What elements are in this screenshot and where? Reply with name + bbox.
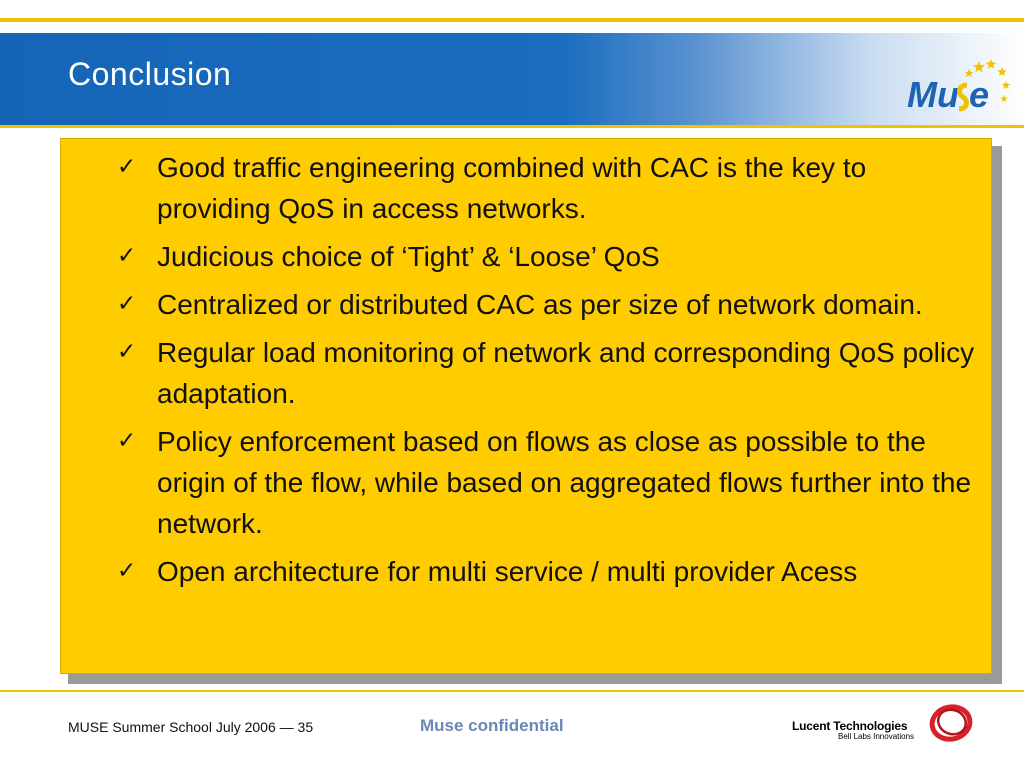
bullet-text: Regular load monitoring of network and corresponding QoS policy adaptation.	[157, 337, 975, 409]
checkmark-icon: ✓	[117, 339, 137, 365]
bullet-text: Open architecture for multi service / multi provider Acess	[157, 556, 858, 587]
muse-logo	[905, 55, 1015, 123]
bullet-item	[117, 421, 977, 544]
bullet-item	[117, 147, 977, 229]
lucent-name: Lucent Technologies	[792, 719, 908, 733]
checkmark-icon: ✓	[117, 291, 137, 317]
bullet-text: Centralized or distributed CAC as per size of network domain.	[157, 289, 923, 320]
lucent-tagline: Bell Labs Innovations	[838, 732, 915, 741]
bullet-list	[117, 147, 977, 599]
lucent-ring-logo-icon	[926, 702, 976, 744]
top-rule	[0, 18, 1024, 22]
muse-logo-text: Mu e	[907, 74, 990, 115]
bullet-text: Good traffic engineering combined with CAC is the key to providing QoS in access networks.	[157, 152, 867, 224]
checkmark-icon: ✓	[117, 558, 137, 584]
slide-title: Conclusion	[68, 56, 232, 92]
header-rule	[0, 125, 1024, 128]
bullet-text: Policy enforcement based on flows as close as possible to the origin of the flow, while based on aggregated flows further into the network.	[157, 426, 972, 539]
footer-page-info: MUSE Summer School July 2006 — 35	[68, 719, 314, 735]
bullet-text: Judicious choice of ‘Tight’ & ‘Loose’ QoS	[157, 241, 660, 272]
bullet-item	[117, 284, 977, 325]
bullet-item	[117, 551, 977, 592]
footer-rule	[0, 690, 1024, 692]
bullet-item	[117, 332, 977, 414]
footer-confidential: Muse confidential	[420, 716, 564, 735]
content-panel	[60, 138, 992, 674]
checkmark-icon: ✓	[117, 154, 137, 180]
checkmark-icon: ✓	[117, 243, 137, 269]
checkmark-icon: ✓	[117, 428, 137, 454]
bullet-item	[117, 236, 977, 277]
